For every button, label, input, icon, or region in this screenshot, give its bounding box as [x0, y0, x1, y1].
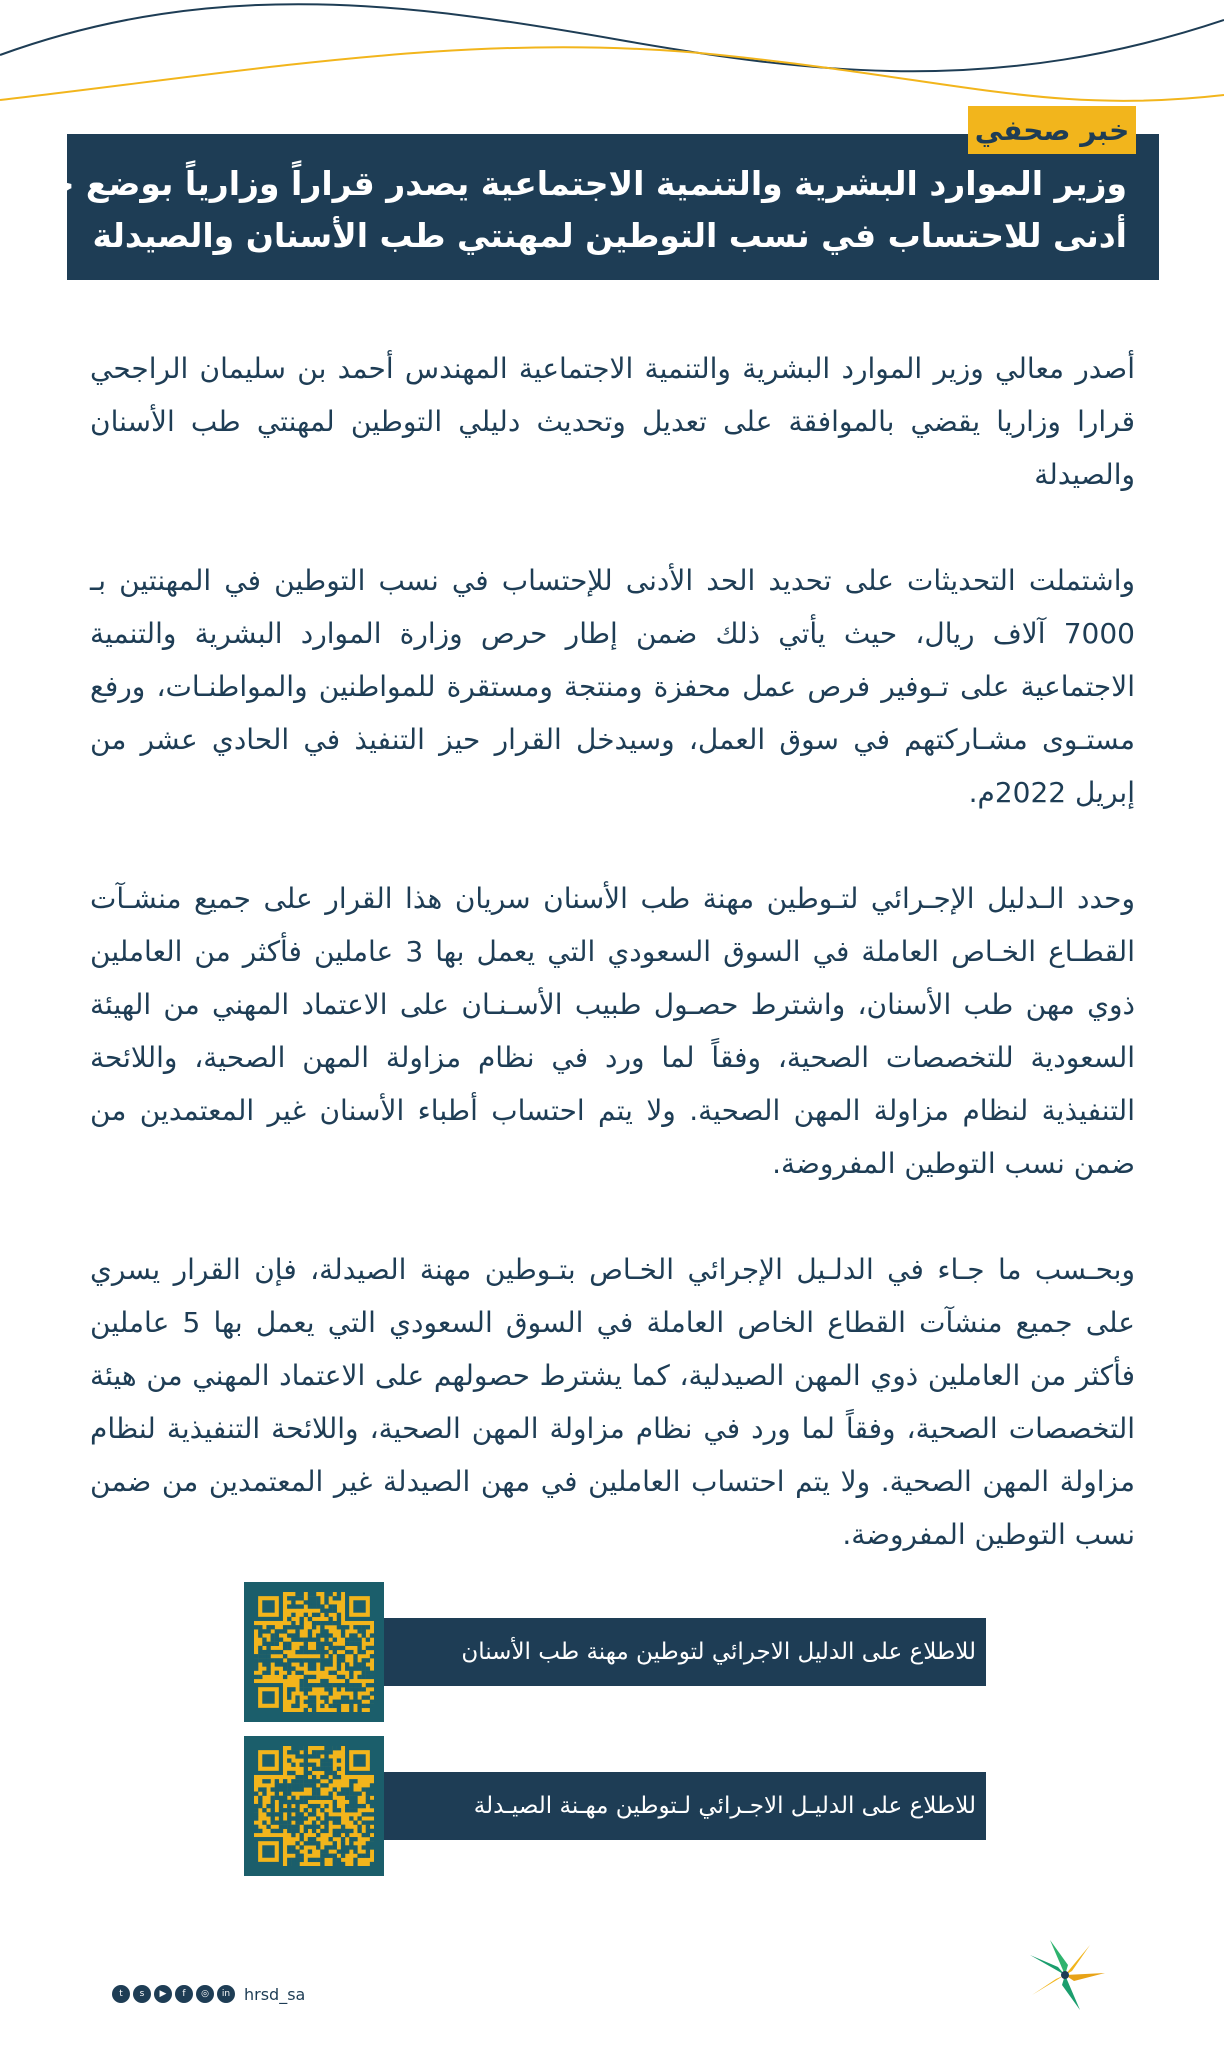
paragraph-2: واشتملت التحديثات على تحديد الحد الأدنى للإحتساب في نسب التوطين في المهنتين بـ 7000 آلاف ريال، حيث يأتي ذلك ضمن إطار حرص وزارة الموارد البشرية والتنمية الاجتماعية على تـوفير فرص عمل محفزة ومنتجة ومستقرة للمواطنين والمواطنـات، ورفع مستـوى مشـاركتهم في سوق العمل، وسيدخل القرار حيز التنفيذ في الحادي عشر من إبريل 2022م. [90, 564, 1135, 809]
social-links [112, 1984, 305, 2004]
qr-link-pharmacy[interactable] [244, 1736, 986, 1876]
article-body [90, 342, 1135, 1614]
facebook-icon[interactable]: f [175, 1985, 193, 2003]
youtube-icon[interactable]: ▶ [154, 1985, 172, 2003]
qr-label-pharmacy[interactable]: للاطلاع على الدليـل الاجـرائي لـتوطين مهـنة الصيـدلة [384, 1772, 986, 1840]
ministry-logo [1020, 1935, 1110, 2015]
headline-line-1: وزير الموارد البشرية والتنمية الاجتماعية يصدر قراراً وزارياً بوضع حد [31, 164, 1127, 203]
qr-label-dentistry[interactable]: للاطلاع على الدليل الاجرائي لتوطين مهنة طب الأسنان [384, 1618, 986, 1686]
twitter-icon[interactable]: t [112, 1985, 130, 2003]
headline-line-2: أدنى للاحتساب في نسب التوطين لمهنتي طب الأسنان والصيدلة [92, 216, 1127, 255]
qr-code-dentistry[interactable] [244, 1582, 384, 1722]
snapchat-icon[interactable]: s [133, 1985, 151, 2003]
paragraph-4: وبحـسب ما جـاء في الدلـيل الإجرائي الخـاص بتـوطين مهنة الصيدلة، فإن القرار يسري على جميع منشآت القطاع الخاص العاملة في السوق السعودي التي يعمل بها 5 عاملين فأكثر من العاملين ذوي المهن الصيدلية، كما يشترط حصولهم على الاعتماد المهني من هيئة التخصصات الصحية، وفقاً لما ورد في نظام مزاولة المهن الصحية، واللائحة التنفيذية لنظام مزاولة المهن الصحية. ولا يتم احتساب العاملين في مهن الصيدلة غير المعتمدين من ضمن نسب التوطين المفروضة. [90, 1253, 1136, 1551]
headline [31, 134, 1159, 280]
instagram-icon[interactable]: ◎ [196, 1985, 214, 2003]
qr-link-dentistry[interactable] [244, 1582, 986, 1722]
social-handle: hrsd_sa [244, 1984, 306, 2004]
paragraph-1: أصدر معالي وزير الموارد البشرية والتنمية الاجتماعية المهندس أحمد بن سليمان الراجحي قرارا وزاريا يقضي بالموافقة على تعديل وتحديث دليلي التوطين لمهنتي طب الأسنان والصيدلة [90, 352, 1135, 491]
paragraph-3: وحدد الـدليل الإجـرائي لتـوطين مهنة طب الأسنان سريان هذا القرار على جميع منشـآت القطـاع الخـاص العاملة في السوق السعودي التي يعمل بها 3 عاملين فأكثر من العاملين ذوي مهن طب الأسنان، واشترط حصـول طبيب الأسـنـان على الاعتماد المهني من الهيئة السعودية للتخصصات الصحية، وفقاً لما ورد في نظام مزاولة المهن الصحية، واللائحة التنفيذية لنظام مزاولة المهن الصحية. ولا يتم احتساب أطباء الأسنان غير المعتمدين من ضمن نسب التوطين المفروضة. [90, 882, 1135, 1180]
qr-code-pharmacy[interactable] [244, 1736, 384, 1876]
press-release-badge: خبر صحفي [968, 106, 1136, 154]
linkedin-icon[interactable]: in [217, 1985, 235, 2003]
